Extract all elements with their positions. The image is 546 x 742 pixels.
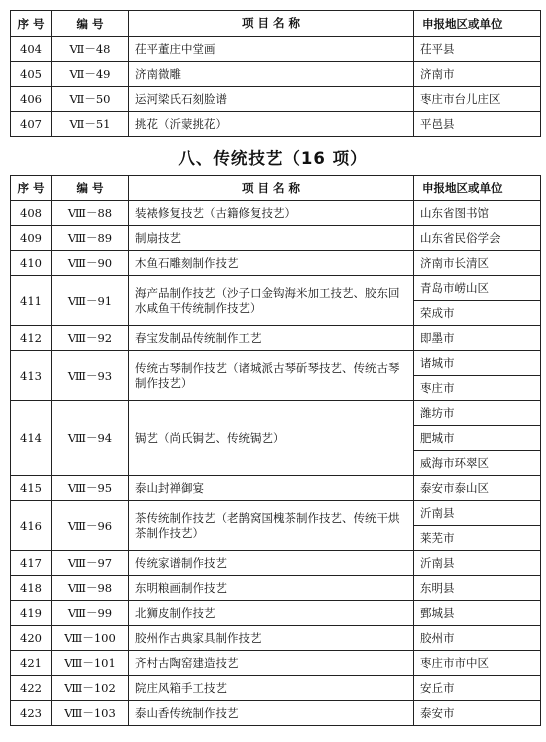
header-item: 项 目 名 称	[129, 176, 414, 201]
row-region: 威海市环翠区	[414, 451, 541, 476]
row-number: 416	[11, 501, 52, 551]
row-number: 420	[11, 626, 52, 651]
table-row	[11, 62, 541, 87]
row-number: 412	[11, 326, 52, 351]
row-item-name: 泰山香传统制作技艺	[129, 701, 414, 726]
table-header-row	[11, 11, 541, 37]
row-code: Ⅷ－101	[52, 651, 129, 676]
row-code: Ⅷ－99	[52, 601, 129, 626]
row-region: 枣庄市市中区	[414, 651, 541, 676]
row-item-name: 东明粮画制作技艺	[129, 576, 414, 601]
header-no: 序 号	[11, 176, 52, 201]
row-code: Ⅷ－100	[52, 626, 129, 651]
table-row	[11, 251, 541, 276]
table-row	[11, 676, 541, 701]
row-item-name: 茶传统制作技艺（老鹊窝国槐茶制作技艺、传统干烘茶制作技艺）	[129, 501, 414, 551]
row-region: 山东省图书馆	[414, 201, 541, 226]
row-number: 417	[11, 551, 52, 576]
row-code: Ⅶ－49	[52, 62, 129, 87]
row-number: 418	[11, 576, 52, 601]
table-row	[11, 626, 541, 651]
row-region: 枣庄市台儿庄区	[414, 87, 541, 112]
row-code: Ⅷ－88	[52, 201, 129, 226]
row-item-name: 锔艺（尚氏锔艺、传统锔艺）	[129, 401, 414, 476]
row-item-name: 装裱修复技艺（古籍修复技艺）	[129, 201, 414, 226]
header-code: 编 号	[52, 176, 129, 201]
row-region: 山东省民俗学会	[414, 226, 541, 251]
row-region: 安丘市	[414, 676, 541, 701]
row-number: 407	[11, 112, 52, 137]
row-region: 潍坊市	[414, 401, 541, 426]
row-code: Ⅷ－103	[52, 701, 129, 726]
row-number: 422	[11, 676, 52, 701]
row-number: 411	[11, 276, 52, 326]
row-item-name: 运河梁氏石刻脸谱	[129, 87, 414, 112]
row-region: 茌平县	[414, 37, 541, 62]
row-number: 415	[11, 476, 52, 501]
table-row	[11, 276, 541, 301]
table-header-row	[11, 176, 541, 201]
row-item-name: 传统家谱制作技艺	[129, 551, 414, 576]
row-code: Ⅷ－96	[52, 501, 129, 551]
row-item-name: 茌平董庄中堂画	[129, 37, 414, 62]
row-item-name: 木鱼石雕刻制作技艺	[129, 251, 414, 276]
row-item-name: 胶州作古典家具制作技艺	[129, 626, 414, 651]
row-region: 诸城市	[414, 351, 541, 376]
row-number: 423	[11, 701, 52, 726]
row-region: 鄄城县	[414, 601, 541, 626]
table-row	[11, 226, 541, 251]
header-region: 申报地区或单位	[414, 176, 541, 201]
table-row	[11, 551, 541, 576]
row-region: 沂南县	[414, 551, 541, 576]
row-code: Ⅷ－89	[52, 226, 129, 251]
row-code: Ⅷ－97	[52, 551, 129, 576]
row-number: 404	[11, 37, 52, 62]
row-item-name: 院庄风箱手工技艺	[129, 676, 414, 701]
row-number: 408	[11, 201, 52, 226]
row-item-name: 挑花（沂蒙挑花）	[129, 112, 414, 137]
row-region: 东明县	[414, 576, 541, 601]
row-region: 泰安市	[414, 701, 541, 726]
table-row	[11, 701, 541, 726]
table-row	[11, 87, 541, 112]
row-number: 409	[11, 226, 52, 251]
row-region: 平邑县	[414, 112, 541, 137]
header-no: 序 号	[11, 11, 52, 37]
row-number: 413	[11, 351, 52, 401]
row-item-name: 传统古琴制作技艺（诸城派古琴斫琴技艺、传统古琴制作技艺）	[129, 351, 414, 401]
table-row	[11, 601, 541, 626]
row-code: Ⅷ－98	[52, 576, 129, 601]
row-region: 枣庄市	[414, 376, 541, 401]
header-code: 编 号	[52, 11, 129, 37]
row-number: 406	[11, 87, 52, 112]
row-code: Ⅶ－51	[52, 112, 129, 137]
row-number: 414	[11, 401, 52, 476]
table-row	[11, 401, 541, 426]
table-row	[11, 501, 541, 526]
row-region: 莱芜市	[414, 526, 541, 551]
row-number: 405	[11, 62, 52, 87]
section-title: 八、传统技艺（16 项）	[178, 149, 368, 168]
row-region: 荣成市	[414, 301, 541, 326]
table-row	[11, 476, 541, 501]
row-region: 即墨市	[414, 326, 541, 351]
row-region: 胶州市	[414, 626, 541, 651]
row-code: Ⅷ－102	[52, 676, 129, 701]
row-code: Ⅷ－94	[52, 401, 129, 476]
row-code: Ⅷ－90	[52, 251, 129, 276]
row-item-name: 齐村古陶窑建造技艺	[129, 651, 414, 676]
table-row	[11, 351, 541, 376]
row-code: Ⅶ－50	[52, 87, 129, 112]
table-row	[11, 326, 541, 351]
row-item-name: 济南微雕	[129, 62, 414, 87]
row-region: 沂南县	[414, 501, 541, 526]
row-item-name: 春宝发制品传统制作工艺	[129, 326, 414, 351]
row-region: 济南市	[414, 62, 541, 87]
row-item-name: 制扇技艺	[129, 226, 414, 251]
row-item-name: 北狮皮制作技艺	[129, 601, 414, 626]
heritage-table-traditional-skills	[10, 175, 541, 726]
header-item: 项 目 名 称	[129, 11, 414, 37]
row-code: Ⅷ－95	[52, 476, 129, 501]
heritage-table-crafts	[10, 10, 541, 137]
row-code: Ⅷ－91	[52, 276, 129, 326]
row-region: 泰安市泰山区	[414, 476, 541, 501]
table-row	[11, 576, 541, 601]
row-item-name: 泰山封禅御宴	[129, 476, 414, 501]
row-code: Ⅷ－92	[52, 326, 129, 351]
row-number: 410	[11, 251, 52, 276]
row-code: Ⅶ－48	[52, 37, 129, 62]
header-region: 申报地区或单位	[414, 11, 541, 37]
row-region: 济南市长清区	[414, 251, 541, 276]
row-region: 青岛市崂山区	[414, 276, 541, 301]
table-row	[11, 37, 541, 62]
row-number: 421	[11, 651, 52, 676]
table-row	[11, 651, 541, 676]
row-region: 肥城市	[414, 426, 541, 451]
row-number: 419	[11, 601, 52, 626]
row-code: Ⅷ－93	[52, 351, 129, 401]
row-item-name: 海产品制作技艺（沙子口金钩海米加工技艺、胶东回水咸鱼干传统制作技艺）	[129, 276, 414, 326]
table-row	[11, 112, 541, 137]
table-row	[11, 201, 541, 226]
